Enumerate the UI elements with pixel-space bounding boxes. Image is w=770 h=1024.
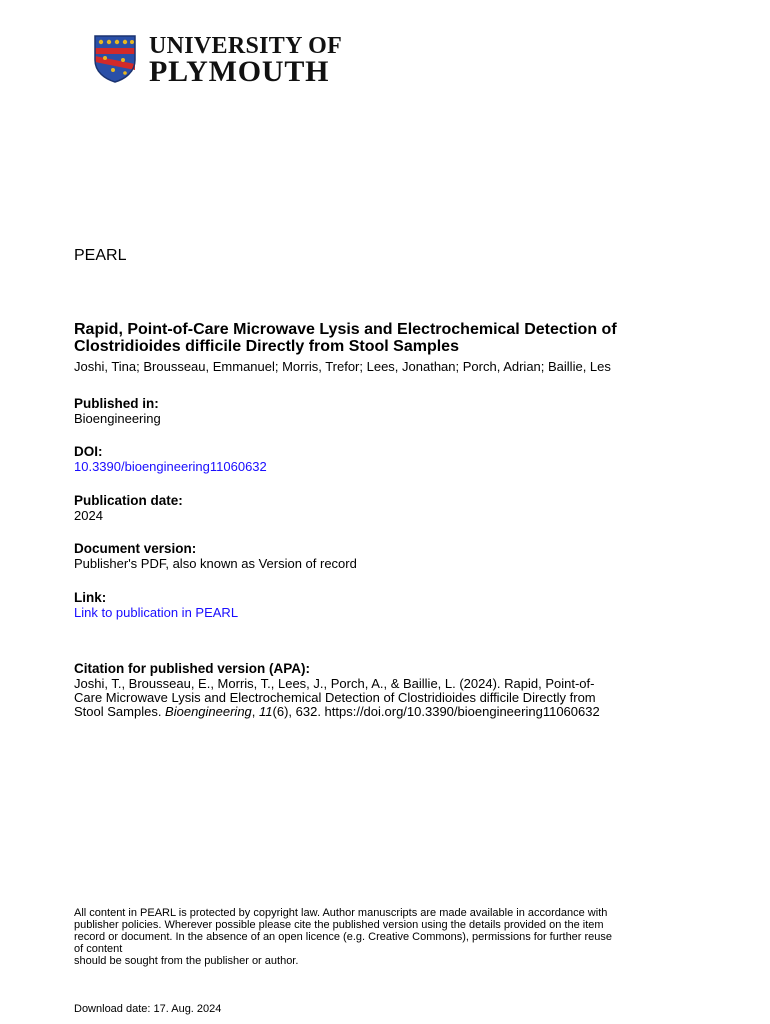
title-line-2: Clostridioides difficile Directly from Stool Samples	[74, 338, 459, 355]
citation-section	[74, 662, 714, 719]
document-version-value: Publisher's PDF, also known as Version of record	[74, 556, 357, 571]
notice-line-3: record or document. In the absence of an open licence (e.g. Creative Commons), permissions for further reuse	[74, 931, 613, 943]
published-in-section	[74, 396, 714, 426]
download-date: Download date: 17. Aug. 2024	[74, 1003, 222, 1015]
publication-date-section	[74, 493, 714, 523]
university-logo	[93, 34, 342, 87]
citation-line-3-prefix: Stool Samples.	[74, 704, 166, 719]
citation-issue-pages: (6), 632. https://doi.org/10.3390/bioengineering11060632	[272, 704, 600, 719]
notice-line-5: should be sought from the publisher or author.	[74, 955, 299, 967]
doi-link[interactable]: 10.3390/bioengineering11060632	[74, 459, 267, 474]
citation-journal: Bioengineering	[165, 704, 252, 719]
link-section	[74, 590, 714, 620]
pearl-publication-link[interactable]: Link to publication in PEARL	[74, 605, 239, 620]
published-in-label: Published in:	[74, 396, 159, 411]
citation-line-1: Joshi, T., Brousseau, E., Morris, T., Lees, J., Porch, A., & Baillie, L. (2024). Rapid, Point-of-	[74, 676, 595, 691]
citation-separator: ,	[251, 704, 260, 719]
link-label: Link:	[74, 590, 107, 605]
citation-line-2: Care Microwave Lysis and Electrochemical Detection of Clostridioides difficile Directly from	[74, 690, 596, 705]
repository-name: PEARL	[74, 247, 127, 264]
publication-date-value: 2024	[74, 508, 103, 523]
publication-date-label: Publication date:	[74, 493, 183, 508]
document-version-section	[74, 541, 714, 571]
paper-title	[74, 321, 714, 355]
citation-volume: 11	[259, 704, 273, 719]
title-line-1: Rapid, Point-of-Care Microwave Lysis and Electrochemical Detection of	[74, 321, 617, 338]
document-version-label: Document version:	[74, 541, 197, 556]
author-list: Joshi, Tina; Brousseau, Emmanuel; Morris, Trefor; Lees, Jonathan; Porch, Adrian; Baillie, Les	[74, 359, 611, 374]
logo-line-2: PLYMOUTH	[149, 55, 330, 88]
doi-section	[74, 444, 714, 474]
doi-label: DOI:	[74, 444, 103, 459]
university-shield-icon	[93, 34, 137, 84]
notice-line-4: of content	[74, 943, 123, 955]
citation-label: Citation for published version (APA):	[74, 661, 310, 676]
logo-line-1: UNIVERSITY OF	[149, 33, 343, 59]
notice-line-2: publisher policies. Wherever possible please cite the published version using the details provided on the item	[74, 919, 604, 931]
notice-line-1: All content in PEARL is protected by copyright law. Author manuscripts are made available in accordance with	[74, 907, 608, 919]
published-in-value: Bioengineering	[74, 411, 161, 426]
copyright-notice	[74, 907, 714, 967]
